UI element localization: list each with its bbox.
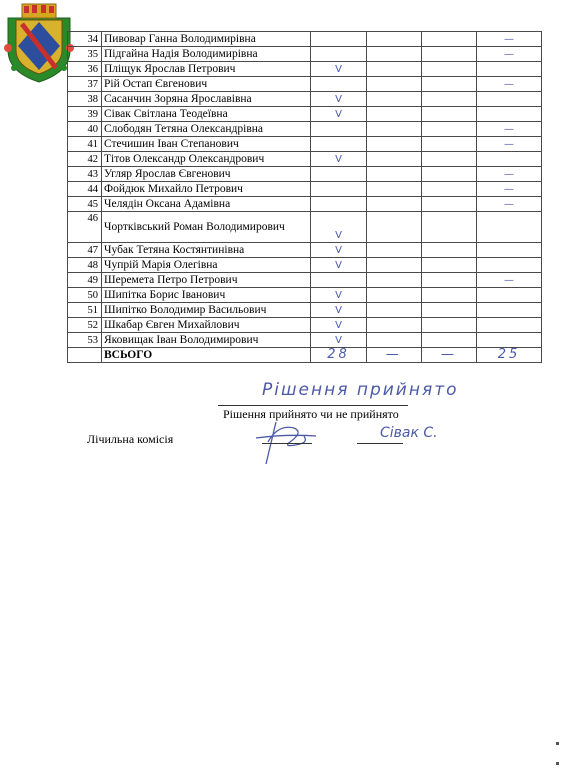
vote-mark: — bbox=[504, 168, 515, 180]
vote-cell bbox=[366, 212, 421, 243]
row-number: 51 bbox=[68, 303, 102, 318]
table-row bbox=[68, 47, 542, 62]
table-row bbox=[68, 32, 542, 47]
vote-mark: — bbox=[504, 138, 515, 150]
vote-cell bbox=[421, 197, 476, 212]
vote-cell bbox=[477, 288, 542, 303]
vote-mark: V bbox=[335, 259, 342, 271]
total-value: — bbox=[440, 347, 457, 362]
table-row bbox=[68, 273, 542, 288]
counting-commission-label: Лічильна комісія bbox=[87, 432, 174, 446]
vote-cell bbox=[311, 318, 366, 333]
vote-cell bbox=[311, 333, 366, 348]
vote-cell bbox=[421, 62, 476, 77]
vote-mark: V bbox=[335, 319, 342, 331]
deputy-name: Шкабар Євген Михайлович bbox=[102, 318, 311, 333]
vote-cell bbox=[311, 182, 366, 197]
row-number: 36 bbox=[68, 62, 102, 77]
deputy-name: Угляр Ярослав Євгенович bbox=[102, 167, 311, 182]
vote-cell bbox=[477, 167, 542, 182]
table-row bbox=[68, 258, 542, 273]
vote-cell bbox=[311, 212, 366, 243]
table-row bbox=[68, 137, 542, 152]
vote-cell bbox=[311, 107, 366, 122]
vote-cell bbox=[477, 273, 542, 288]
vote-cell bbox=[477, 212, 542, 243]
vote-cell bbox=[311, 258, 366, 273]
vote-cell bbox=[366, 243, 421, 258]
deputy-name: Сівак Світлана Теодеївна bbox=[102, 107, 311, 122]
vote-cell bbox=[477, 318, 542, 333]
vote-cell bbox=[366, 288, 421, 303]
row-number: 49 bbox=[68, 273, 102, 288]
vote-cell bbox=[311, 137, 366, 152]
vote-cell bbox=[421, 152, 476, 167]
vote-cell bbox=[421, 167, 476, 182]
vote-cell bbox=[366, 197, 421, 212]
vote-mark: — bbox=[504, 48, 515, 60]
vote-cell bbox=[366, 333, 421, 348]
deputy-name: Тітов Олександр Олександрович bbox=[102, 152, 311, 167]
vote-cell bbox=[477, 122, 542, 137]
vote-cell bbox=[421, 47, 476, 62]
vote-mark: V bbox=[335, 63, 342, 75]
vote-cell bbox=[366, 62, 421, 77]
table-row bbox=[68, 167, 542, 182]
vote-cell bbox=[311, 77, 366, 92]
vote-cell bbox=[366, 273, 421, 288]
row-number: 34 bbox=[68, 32, 102, 47]
table-row bbox=[68, 318, 542, 333]
vote-cell bbox=[421, 212, 476, 243]
vote-cell bbox=[366, 122, 421, 137]
vote-cell bbox=[366, 77, 421, 92]
vote-cell bbox=[366, 182, 421, 197]
deputy-name: Підгайна Надія Володимирівна bbox=[102, 47, 311, 62]
vote-mark: — bbox=[504, 33, 515, 45]
vote-cell bbox=[477, 182, 542, 197]
vote-cell bbox=[477, 32, 542, 47]
table-row bbox=[68, 197, 542, 212]
decision-label: Рішення прийнято чи не прийнято bbox=[223, 407, 399, 421]
coat-of-arms-emblem bbox=[2, 2, 76, 84]
row-number: 47 bbox=[68, 243, 102, 258]
deputy-name: Слободян Тетяна Олександрівна bbox=[102, 122, 311, 137]
vote-cell bbox=[366, 318, 421, 333]
deputy-name: Фойдюк Михайло Петрович bbox=[102, 182, 311, 197]
deputy-name: Пліщук Ярослав Петрович bbox=[102, 62, 311, 77]
vote-cell bbox=[421, 92, 476, 107]
vote-cell bbox=[477, 137, 542, 152]
vote-mark: — bbox=[504, 274, 515, 286]
vote-cell bbox=[366, 32, 421, 47]
total-label: ВСЬОГО bbox=[102, 348, 311, 363]
vote-cell bbox=[421, 122, 476, 137]
row-number: 44 bbox=[68, 182, 102, 197]
deputy-name: Яковищак Іван Володимирович bbox=[102, 333, 311, 348]
vote-mark: V bbox=[335, 304, 342, 316]
vote-cell bbox=[311, 122, 366, 137]
row-number: 43 bbox=[68, 167, 102, 182]
vote-cell bbox=[366, 137, 421, 152]
vote-cell bbox=[421, 243, 476, 258]
vote-cell bbox=[366, 92, 421, 107]
table-row bbox=[68, 92, 542, 107]
vote-cell bbox=[477, 243, 542, 258]
deputy-name: Шипітка Борис Іванович bbox=[102, 288, 311, 303]
vote-mark: V bbox=[335, 93, 342, 105]
vote-mark: V bbox=[335, 153, 342, 165]
row-number: 40 bbox=[68, 122, 102, 137]
table-row bbox=[68, 152, 542, 167]
vote-cell bbox=[477, 258, 542, 273]
table-row bbox=[68, 243, 542, 258]
vote-cell bbox=[421, 333, 476, 348]
deputy-name: Чубак Тетяна Костянтинівна bbox=[102, 243, 311, 258]
row-number: 41 bbox=[68, 137, 102, 152]
vote-cell bbox=[311, 197, 366, 212]
vote-cell bbox=[421, 273, 476, 288]
deputy-name: Челядін Оксана Адамівна bbox=[102, 197, 311, 212]
table-row bbox=[68, 77, 542, 92]
deputy-name: Пивовар Ганна Володимирівна bbox=[102, 32, 311, 47]
total-value: 28 bbox=[327, 347, 350, 362]
scan-edge-mark bbox=[556, 762, 559, 765]
row-number: 38 bbox=[68, 92, 102, 107]
vote-mark: — bbox=[504, 78, 515, 90]
vote-cell bbox=[311, 303, 366, 318]
vote-cell bbox=[421, 258, 476, 273]
voting-results-table bbox=[67, 31, 542, 363]
table-row bbox=[68, 107, 542, 122]
row-number: 50 bbox=[68, 288, 102, 303]
vote-cell bbox=[477, 47, 542, 62]
vote-cell bbox=[421, 137, 476, 152]
vote-cell bbox=[366, 152, 421, 167]
signature-2: Сівак С. bbox=[380, 425, 438, 441]
vote-cell bbox=[311, 288, 366, 303]
row-number: 52 bbox=[68, 318, 102, 333]
table-row bbox=[68, 288, 542, 303]
table-row bbox=[68, 303, 542, 318]
vote-cell bbox=[311, 167, 366, 182]
scan-edge-mark bbox=[556, 742, 559, 745]
total-number-cell bbox=[68, 348, 102, 363]
vote-cell bbox=[366, 107, 421, 122]
row-number: 39 bbox=[68, 107, 102, 122]
vote-mark: — bbox=[504, 183, 515, 195]
total-cell bbox=[311, 348, 366, 363]
vote-cell bbox=[421, 77, 476, 92]
vote-cell bbox=[477, 303, 542, 318]
deputy-name: Стечишин Іван Степанович bbox=[102, 137, 311, 152]
decision-underline bbox=[218, 405, 408, 406]
deputy-name: Шеремета Петро Петрович bbox=[102, 273, 311, 288]
total-value: — bbox=[385, 347, 402, 362]
signature-line-2 bbox=[357, 443, 403, 444]
vote-cell bbox=[366, 167, 421, 182]
total-cell bbox=[366, 348, 421, 363]
vote-cell bbox=[421, 318, 476, 333]
vote-cell bbox=[311, 32, 366, 47]
row-number: 46 bbox=[68, 212, 102, 243]
row-number: 53 bbox=[68, 333, 102, 348]
vote-cell bbox=[477, 333, 542, 348]
vote-mark: V bbox=[335, 244, 342, 256]
table-row bbox=[68, 333, 542, 348]
vote-cell bbox=[477, 77, 542, 92]
table-row bbox=[68, 212, 542, 243]
table-row bbox=[68, 62, 542, 77]
signature-line-1 bbox=[262, 443, 312, 444]
vote-mark: V bbox=[335, 108, 342, 120]
vote-mark: V bbox=[335, 334, 342, 346]
vote-mark: — bbox=[504, 123, 515, 135]
vote-cell bbox=[421, 288, 476, 303]
vote-cell bbox=[421, 303, 476, 318]
vote-cell bbox=[477, 197, 542, 212]
row-number: 42 bbox=[68, 152, 102, 167]
total-cell bbox=[477, 348, 542, 363]
row-number: 48 bbox=[68, 258, 102, 273]
vote-cell bbox=[311, 152, 366, 167]
total-cell bbox=[421, 348, 476, 363]
vote-cell bbox=[366, 303, 421, 318]
total-row bbox=[68, 348, 542, 363]
row-number: 45 bbox=[68, 197, 102, 212]
vote-cell bbox=[311, 273, 366, 288]
vote-cell bbox=[311, 47, 366, 62]
table-row bbox=[68, 182, 542, 197]
vote-cell bbox=[477, 152, 542, 167]
vote-cell bbox=[421, 182, 476, 197]
deputy-name: Сасанчин Зоряна Ярославівна bbox=[102, 92, 311, 107]
vote-cell bbox=[311, 62, 366, 77]
vote-cell bbox=[421, 107, 476, 122]
row-number: 35 bbox=[68, 47, 102, 62]
deputy-name: Чупрій Марія Олегівна bbox=[102, 258, 311, 273]
vote-cell bbox=[311, 243, 366, 258]
vote-cell bbox=[366, 258, 421, 273]
vote-mark: — bbox=[504, 198, 515, 210]
vote-mark: V bbox=[335, 289, 342, 301]
vote-mark: V bbox=[335, 230, 342, 241]
vote-cell bbox=[366, 47, 421, 62]
vote-cell bbox=[477, 92, 542, 107]
deputy-name: Шипітко Володимир Васильович bbox=[102, 303, 311, 318]
vote-cell bbox=[477, 107, 542, 122]
decision-handwritten: Рішення прийнято bbox=[262, 380, 459, 400]
table-row bbox=[68, 122, 542, 137]
vote-cell bbox=[311, 92, 366, 107]
vote-cell bbox=[477, 62, 542, 77]
row-number: 37 bbox=[68, 77, 102, 92]
vote-cell bbox=[421, 32, 476, 47]
deputy-name: Чортківський Роман Володимирович bbox=[102, 212, 311, 243]
total-value: 25 bbox=[497, 347, 521, 362]
deputy-name: Рій Остап Євгенович bbox=[102, 77, 311, 92]
